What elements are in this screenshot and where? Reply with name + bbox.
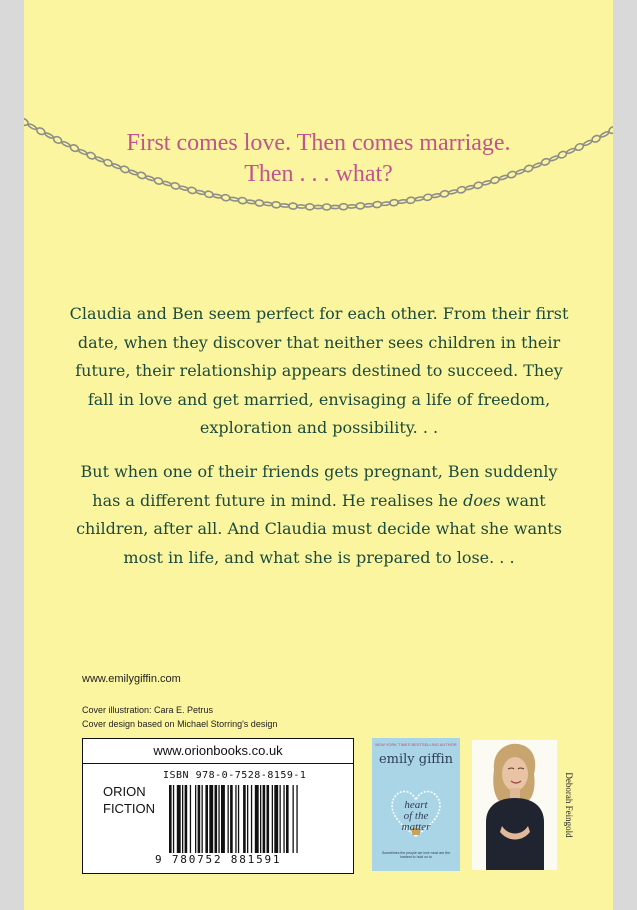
barcode-bar <box>260 785 261 853</box>
author-website[interactable]: www.emilygiffin.com <box>82 673 181 685</box>
chain-link <box>381 202 390 206</box>
barcode-bar <box>283 785 284 853</box>
barcode-bar <box>251 785 252 853</box>
tagline-line-2: Then . . . what? <box>244 161 393 187</box>
mini-book-cover <box>372 738 460 871</box>
chain-link <box>339 204 348 210</box>
chain-link <box>306 204 315 210</box>
barcode-bar <box>247 785 248 853</box>
chain-link <box>347 205 356 209</box>
chain-link <box>280 204 289 208</box>
barcode-bar <box>173 785 174 853</box>
blurb-text: want children, after all. And Claudia must decide what she wants most in life, and what she is prepared to lose. . . <box>76 490 562 567</box>
barcode-bar <box>202 785 203 853</box>
barcode-digits: 9 780752 881591 <box>155 853 282 866</box>
chain-link <box>414 196 424 201</box>
barcode-bar <box>209 785 213 853</box>
barcode-bar <box>195 785 196 853</box>
blurb-text: But when one of their friends gets pregnant, Ben suddenly has a different future in mind. He realises he <box>80 462 558 510</box>
mini-cover-footer: Sometimes the people we love most are the hardest to hold on to <box>381 851 451 859</box>
chain-link <box>398 199 408 203</box>
chain-link <box>448 189 458 194</box>
chain-link <box>221 194 230 201</box>
barcode-bar <box>198 785 201 853</box>
chain-link <box>322 204 330 210</box>
isbn-number: ISBN 978-0-7528-8159-1 <box>163 770 307 781</box>
cover-credits <box>82 703 277 731</box>
barcode-bar <box>221 785 225 853</box>
chain-link <box>204 190 213 198</box>
imprint-label <box>103 783 155 817</box>
barcode-bar <box>215 785 218 853</box>
chain-link <box>229 197 239 202</box>
barcode-bar <box>238 785 239 853</box>
blurb-paragraph-2 <box>64 458 574 572</box>
photo-credit: Deborah Feingold <box>564 772 574 838</box>
barcode-bar <box>286 785 289 853</box>
chain-link <box>246 200 256 204</box>
chain-link <box>364 203 373 207</box>
mini-title-line-2: of the <box>403 810 429 822</box>
barcode-bar <box>272 785 273 853</box>
barcode-bar <box>230 785 233 853</box>
blurb-emphasis: does <box>463 490 501 510</box>
barcode-graphic <box>169 785 334 853</box>
tagline-line-1: First comes love. Then comes marriage. <box>126 130 511 156</box>
author-portrait-illustration <box>472 740 557 870</box>
back-cover <box>24 0 613 910</box>
publisher-website[interactable]: www.orionbooks.co.uk <box>83 739 353 764</box>
barcode-bar <box>190 785 191 853</box>
barcode-bar <box>255 785 259 853</box>
tagline <box>24 128 613 190</box>
barcode-bar <box>293 785 294 853</box>
chain-link <box>440 190 449 198</box>
barcode-bar <box>182 785 183 853</box>
illustration-credit: Cover illustration: Cara E. Petrus <box>82 705 214 715</box>
design-credit: Cover design based on Michael Storring's design <box>82 719 278 729</box>
barcode-bar <box>267 785 270 853</box>
barcode-bar <box>205 785 208 853</box>
barcode-bar <box>296 785 297 853</box>
chain-link <box>263 202 272 206</box>
chain-link <box>314 205 323 208</box>
chain-link <box>330 205 339 208</box>
barcode-bar <box>235 785 236 853</box>
chain-link <box>431 193 441 198</box>
chain-link <box>196 190 206 195</box>
barcode-bar <box>274 785 278 853</box>
mini-cover-tagline: NEW YORK TIMES BESTSELLING AUTHOR <box>375 742 457 747</box>
barcode-bar <box>263 785 266 853</box>
chain-link <box>297 205 306 209</box>
author-photo <box>472 740 557 870</box>
blurb-paragraph-1: Claudia and Ben seem perfect for each other. From their first date, when they discover that neither sees children in their future, their relationship appears destined to succeed. They fall in love and get married, envisaging a life of freedom, exploration and possibility. . . <box>69 304 569 437</box>
barcode-bar <box>218 785 219 853</box>
barcode-bar <box>185 785 188 853</box>
imprint-line-2: FICTION <box>103 801 155 816</box>
barcode-panel <box>82 738 354 874</box>
barcode-bar <box>169 785 172 853</box>
imprint-line-1: ORION <box>103 784 146 799</box>
mini-title-line-1: heart <box>404 799 428 811</box>
barcode-bar <box>228 785 229 853</box>
chain-link <box>212 194 222 199</box>
mini-cover-title <box>372 800 460 833</box>
mini-cover-author: emily giffin <box>378 752 454 767</box>
barcode-bar <box>177 785 181 853</box>
barcode-bar <box>280 785 281 853</box>
mini-title-line-3: matter <box>401 821 431 833</box>
barcode-bar <box>243 785 246 853</box>
